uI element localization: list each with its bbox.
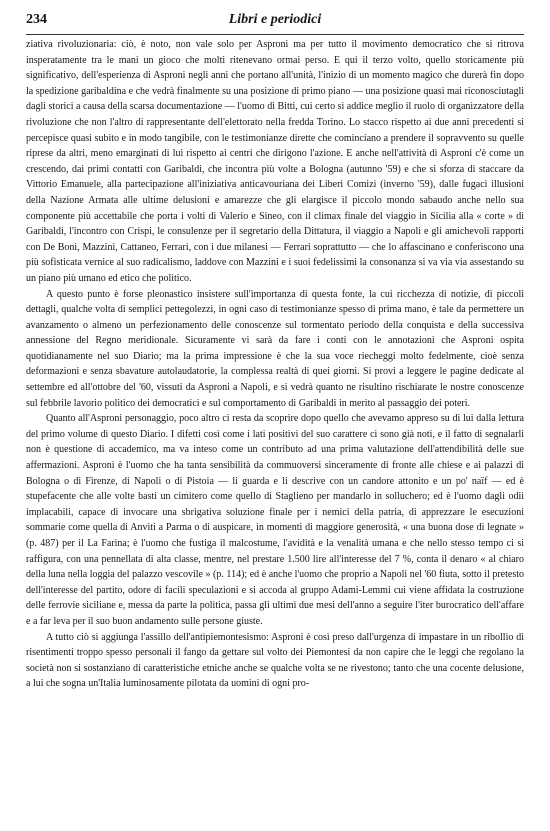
- paragraph: A questo punto è forse pleonastico insistere sull'importanza di questa fonte, la cui ricchezza di notizie, di piccoli dettagli, qualche volta di semplici pettegolezzi, in ogni caso di testimonianze spesso di prima mano, è tale da permettere un avanzamento o almeno un perfezionamento delle conoscenze sul tormentato periodo della conquista e della successiva annessione del Regno meridionale. Sicuramente vi sarà da fare i conti con le annotazioni che Asproni ospita quotidianamente nel suo Diario; ma la prima impressione è che la sua voce riecheggi molto fedelmente, cioè senza deformazioni e senza sbavature autolaudatorie, la complessa realtà di quei giorni. Si provi a leggere le pagine dedicate al settembre ed all'ottobre del '60, vissuti da Asproni a Napoli, e si vedrà quanto ne risultino rischiarate le nostre conoscenze sul febbrile lavorio politico dei democratici e sul comportamento di Garibaldi in merito al passaggio dei poteri.: [26, 288, 524, 409]
- page-number: 234: [26, 12, 47, 27]
- running-title: Libri e periodici: [228, 12, 322, 27]
- page-header: [26, 12, 524, 32]
- body-text: [26, 37, 524, 692]
- paragraph: ziativa rivoluzionaria: ciò, è noto, non vale solo per Asproni ma per tutto il movimento democratico che si ritrova insperatamente tra le mani un gioco che molti ritenevano ormai perso. E qui il terzo volto, quello storicamente più significativo, dell'esperienza di Asproni negli anni che portano all'unità, l'inizio di un momento magico che durerà fin dopo la spedizione garibaldina e che vedrà finalmente su una posizione di primo piano — una posizione quasi mai riconosciutagli dagli storici a causa della scarsa documentazione — l'uomo di Bitti, cui certo si addice meglio il ruolo di organizzatore della rivoluzione che non l'altro di rappresentante dell'elettorato nella fredda Torino. Lo stacco rispetto ai due anni precedenti si percepisce quasi subito e in modo tangibile, con le testimonianze dirette che cominciano a prendere il sopravvento su quelle riprese da altri, meno emarginati di lui rispetto ai centri che dirigono l'azione. E anche nell'attività di Asproni c'è come un crescendo, dai primi contatti con Garibaldi, che incontra più volte a Bologna (autunno '59) e che si sforza di staccare da Vittorio Emanuele, alla partecipazione all'iniziativa anticavouriana dei Liberi Comizi (inverno '59), dalle fugaci illusioni della Nazione Armata alle ultime delusioni e amarezze che gli elargisce il piccolo mondo sabaudo anche nello sua componente più accettabile che porta i volti di Valerio e Sineo, con il climax finale del viaggio in Sicilia alla « corte » di Garibaldi, l'incontro con Crispi, le consulenze per il segretario della Dittatura, il viaggio a Napoli e gli amichevoli rapporti con De Boni, Mazzini, Cattaneo, Ferrari, con i due milanesi — Ferrari soprattutto — che lo affascinano e conferiscono una più sofisticata vernice al suo radicalismo, laddove con Mazzini e i suoi fedelissimi la consonanza si va via via assestando su un piano più umano ed etico che politico.: [26, 39, 524, 284]
- paragraph: A tutto ciò si aggiunga l'assillo dell'antipiemontesismo: Asproni è così preso dall'urgenza di impastare in un ribollio di risentimenti troppo spesso personali il fango da gettare sul volto dei Piemontesi da non capire che le leggi che regolano la società non si sostanziano di caratteristiche etniche anche se qualche volta se ne rivestono; tanto che una cocente delusione, a lui che sogna un'Italia luminosamente pilotata da uomini di ogni pro-: [26, 631, 524, 690]
- header-rule: [26, 34, 524, 35]
- paragraph: Quanto all'Asproni personaggio, poco altro ci resta da scoprire dopo quello che avevamo appreso su di lui dalla lettura del primo volume di questo Diario. I difetti così come i lati positivi del suo carattere ci sono già noti, e il fatto di segnalarli non è questione di accademico, ma va inteso come un contributo ad una prima valutazione dell'attendibilità delle sue affermazioni. Asproni è l'uomo che ha tanta sensibilità da commuoversi sinceramente di fronte alle chiese e ai palazzi di Bologna o di Firenze, di Napoli o di Pistoia — li guarda e li descrive con un candore attonito e un po' naïf — ed è stupefacente che alle volte basti un cimitero come quello di Staglieno per mandarlo in solluchero; ed è l'uomo dagli odii implacabili, capace di invocare una sbrigativa soluzione finale per i nemici della patria, di apprezzare le esecuzioni sommarie come quella di Anviti a Parma o di auspicare, in momenti di maggiore generosità, « una buona dose di legnate » (p. 487) per il La Farina; è l'uomo che fustiga il malcostume, l'avidità e la venalità umana e che nello stesso tempo ci si raffigura, con una pennellata di alta classe, mentre, nel prestare 1.500 lire all'interesse del 7 %, conta il denaro « al chiaro della luna nella loggia del palazzo vescovile » (p. 114); ed è anche l'uomo che proprio a Napoli nel '60 fiuta, sotto il pretesto dell'interesse del partito, odore di facili speculazioni e si accoda al gruppo Adami-Lemmi cui viene affidata la costruzione delle ferrovie siciliane e, messa da parte la politica, passa gli ultimi due mesi dell'anno a seguire l'iter burocratico dell'affare e a far leva per il suo buon andamento sulle persone giuste.: [26, 413, 524, 627]
